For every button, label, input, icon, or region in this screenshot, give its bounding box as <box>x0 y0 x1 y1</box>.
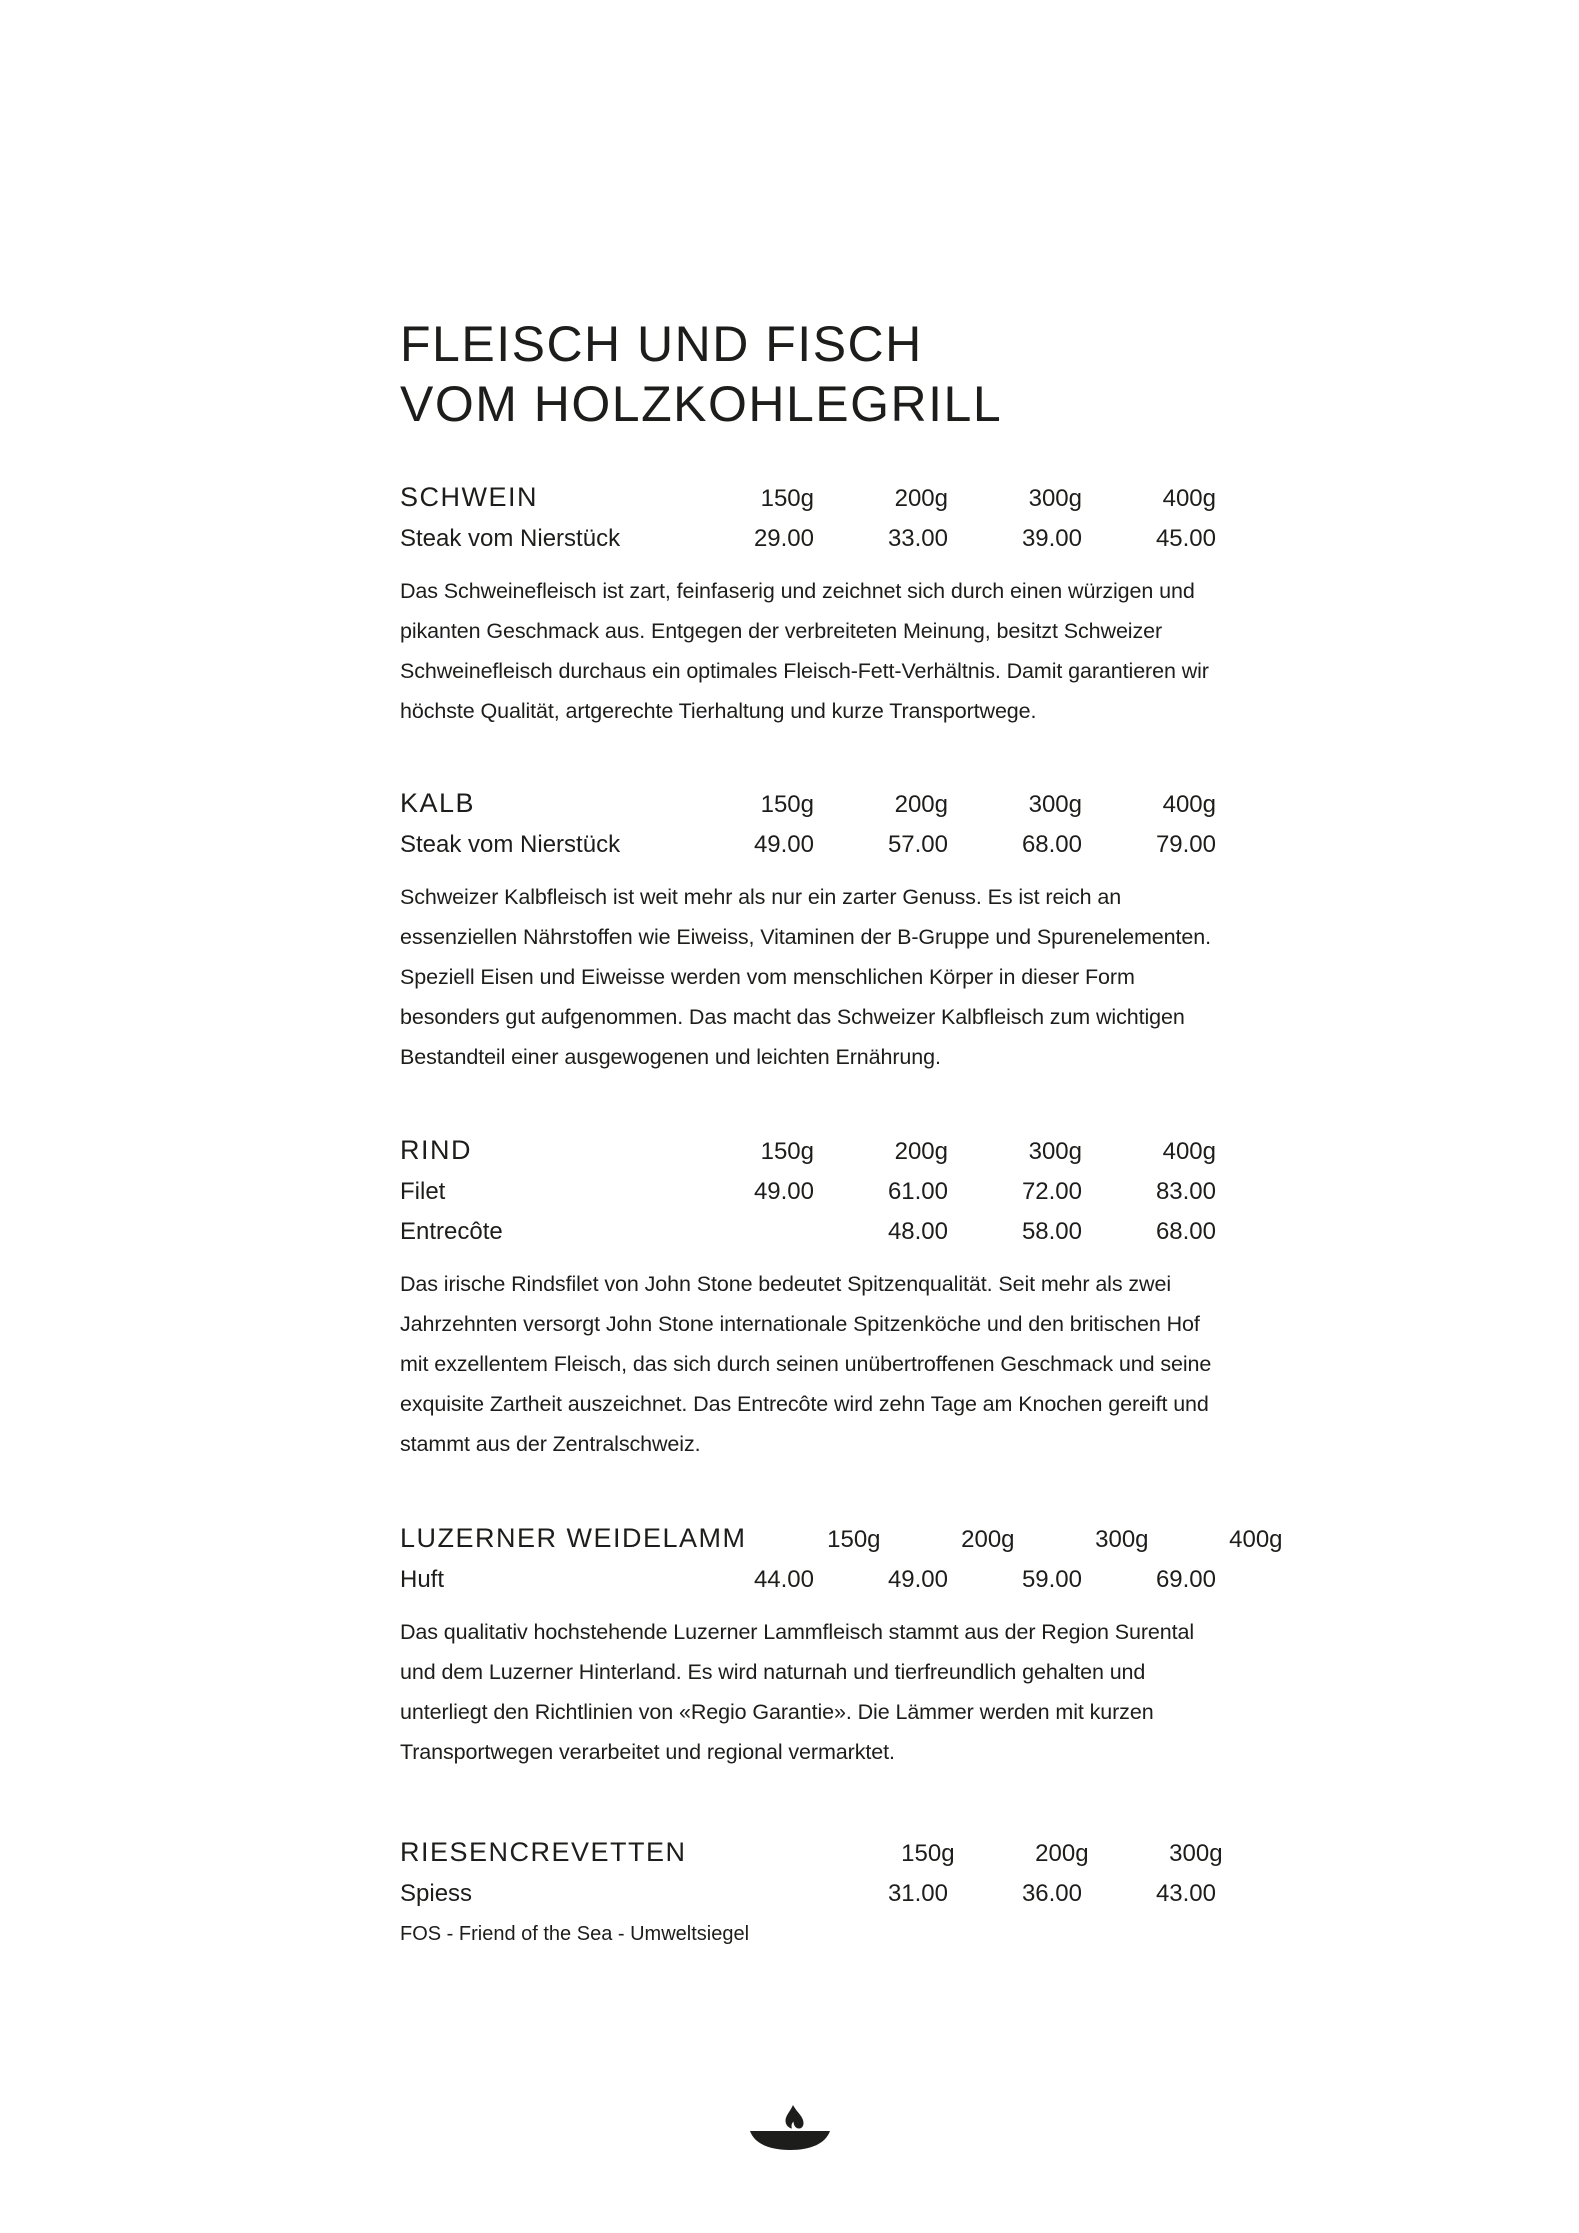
item-name: Steak vom Nierstück <box>400 831 621 858</box>
section-description: Das qualitativ hochstehende Luzerner Lammfleisch stammt aus der Region Surental und dem Luzerner Hinterland. Es wird naturnah und tierfreundlich gehalten und unterliegt den Richtlinien von «Regio Garantie». Die Lämmer werden mit kurzen Transportwegen verarbeitet und regional vermarktet. <box>400 1620 1194 1764</box>
item-price: 79.00 <box>1155 831 1216 858</box>
section-title: RIESENCREVETTEN <box>400 1837 687 1867</box>
item-name: Steak vom Nierstück <box>400 525 621 552</box>
section-title: RIND <box>400 1135 472 1165</box>
item-price: 45.00 <box>1155 525 1216 552</box>
section-kalb <box>400 783 1216 1077</box>
weight-col-header: 300g <box>1028 791 1082 818</box>
weight-col-header: 300g <box>1028 485 1082 512</box>
page-title-line1: FLEISCH UND FISCH <box>400 315 923 372</box>
menu-item-row <box>400 825 1216 865</box>
item-price: 83.00 <box>1155 1178 1216 1205</box>
weight-col-header: 400g <box>1162 485 1216 512</box>
item-name: Spiess <box>400 1880 473 1907</box>
item-price: 69.00 <box>1155 1566 1216 1593</box>
page-title <box>400 314 1216 434</box>
item-name: Filet <box>400 1178 446 1205</box>
item-price: 61.00 <box>887 1178 948 1205</box>
item-price: 29.00 <box>753 525 814 552</box>
weight-col-header: 300g <box>1028 1138 1082 1165</box>
item-price: 68.00 <box>1021 831 1082 858</box>
section-schwein <box>400 477 1216 731</box>
section-header-row <box>400 1832 1223 1874</box>
weight-col-header: 150g <box>760 791 814 818</box>
menu-item-row <box>400 519 1216 559</box>
item-price: 31.00 <box>887 1880 948 1907</box>
page-title-line2: VOM HOLZKOHLEGRILL <box>400 375 1003 432</box>
item-price: 49.00 <box>887 1566 948 1593</box>
menu-item-row <box>400 1212 1216 1252</box>
weight-col-header: 150g <box>901 1840 955 1867</box>
section-header-row <box>400 1130 1216 1172</box>
item-price: 72.00 <box>1021 1178 1082 1205</box>
weight-col-header: 150g <box>827 1526 881 1553</box>
menu-item-row <box>400 1874 1216 1914</box>
item-name: Huft <box>400 1566 445 1593</box>
section-description: Das Schweinefleisch ist zart, feinfaserig und zeichnet sich durch einen würzigen und pikanten Geschmack aus. Entgegen der verbreiteten Meinung, besitzt Schweizer Schweinefleisch durchaus ein optimales Fleisch-Fett-Verhältnis. Damit garantieren wir höchste Qualität, artgerechte Tierhaltung und kurze Transportwege. <box>400 579 1209 723</box>
menu-item-row <box>400 1172 1216 1212</box>
grill-flame-logo-icon <box>748 2104 832 2150</box>
weight-col-header: 150g <box>760 485 814 512</box>
weight-col-header: 400g <box>1162 1138 1216 1165</box>
section-header-row <box>400 1518 1283 1560</box>
item-price: 44.00 <box>753 1566 814 1593</box>
eco-label-note: FOS - Friend of the Sea - Umweltsiegel <box>400 1923 750 1945</box>
section-rind <box>400 1130 1216 1464</box>
weight-col-header: 400g <box>1162 791 1216 818</box>
section-title: KALB <box>400 788 476 818</box>
weight-col-header: 150g <box>760 1138 814 1165</box>
item-price: 43.00 <box>1155 1880 1216 1907</box>
section-riesencrevetten <box>400 1832 1223 1951</box>
section-weidelamm <box>400 1518 1283 1772</box>
section-description: Das irische Rindsfilet von John Stone bedeutet Spitzenqualität. Seit mehr als zwei Jahrzehnten versorgt John Stone internationale Spitzenköche und den britischen Hof mit exzellentem Fleisch, das sich durch seinen unübertroffenen Geschmack und seine exquisite Zartheit auszeichnet. Das Entrecôte wird zehn Tage am Knochen gereift und stammt aus der Zentralschweiz. <box>400 1272 1212 1456</box>
weight-col-header: 300g <box>1095 1526 1149 1553</box>
item-price: 48.00 <box>887 1218 948 1245</box>
item-price: 49.00 <box>753 831 814 858</box>
item-price: 36.00 <box>1021 1880 1082 1907</box>
weight-col-header: 200g <box>1035 1840 1089 1867</box>
item-name: Entrecôte <box>400 1218 503 1245</box>
item-price: 49.00 <box>753 1178 814 1205</box>
item-price: 57.00 <box>887 831 948 858</box>
item-price: 39.00 <box>1021 525 1082 552</box>
section-title: LUZERNER WEIDELAMM <box>400 1523 747 1553</box>
section-title: SCHWEIN <box>400 482 538 512</box>
weight-col-header: 200g <box>894 791 948 818</box>
section-header-row <box>400 477 1216 519</box>
section-header-row <box>400 783 1216 825</box>
weight-col-header: 200g <box>894 1138 948 1165</box>
item-price: 33.00 <box>887 525 948 552</box>
item-price: 58.00 <box>1021 1218 1082 1245</box>
section-description: Schweizer Kalbfleisch ist weit mehr als nur ein zarter Genuss. Es ist reich an essenziellen Nährstoffen wie Eiweiss, Vitaminen der B-Gruppe und Spurenelementen. Speziell Eisen und Eiweisse werden vom menschlichen Körper in dieser Form besonders gut aufgenommen. Das macht das Schweizer Kalbfleisch zum wichtigen Bestandteil einer ausgewogenen und leichten Ernährung. <box>400 885 1211 1069</box>
menu-item-row <box>400 1560 1216 1600</box>
weight-col-header: 300g <box>1169 1840 1223 1867</box>
item-price: 68.00 <box>1155 1218 1216 1245</box>
weight-col-header: 200g <box>961 1526 1015 1553</box>
weight-col-header: 200g <box>894 485 948 512</box>
item-price: 59.00 <box>1021 1566 1082 1593</box>
weight-col-header: 400g <box>1229 1526 1283 1553</box>
